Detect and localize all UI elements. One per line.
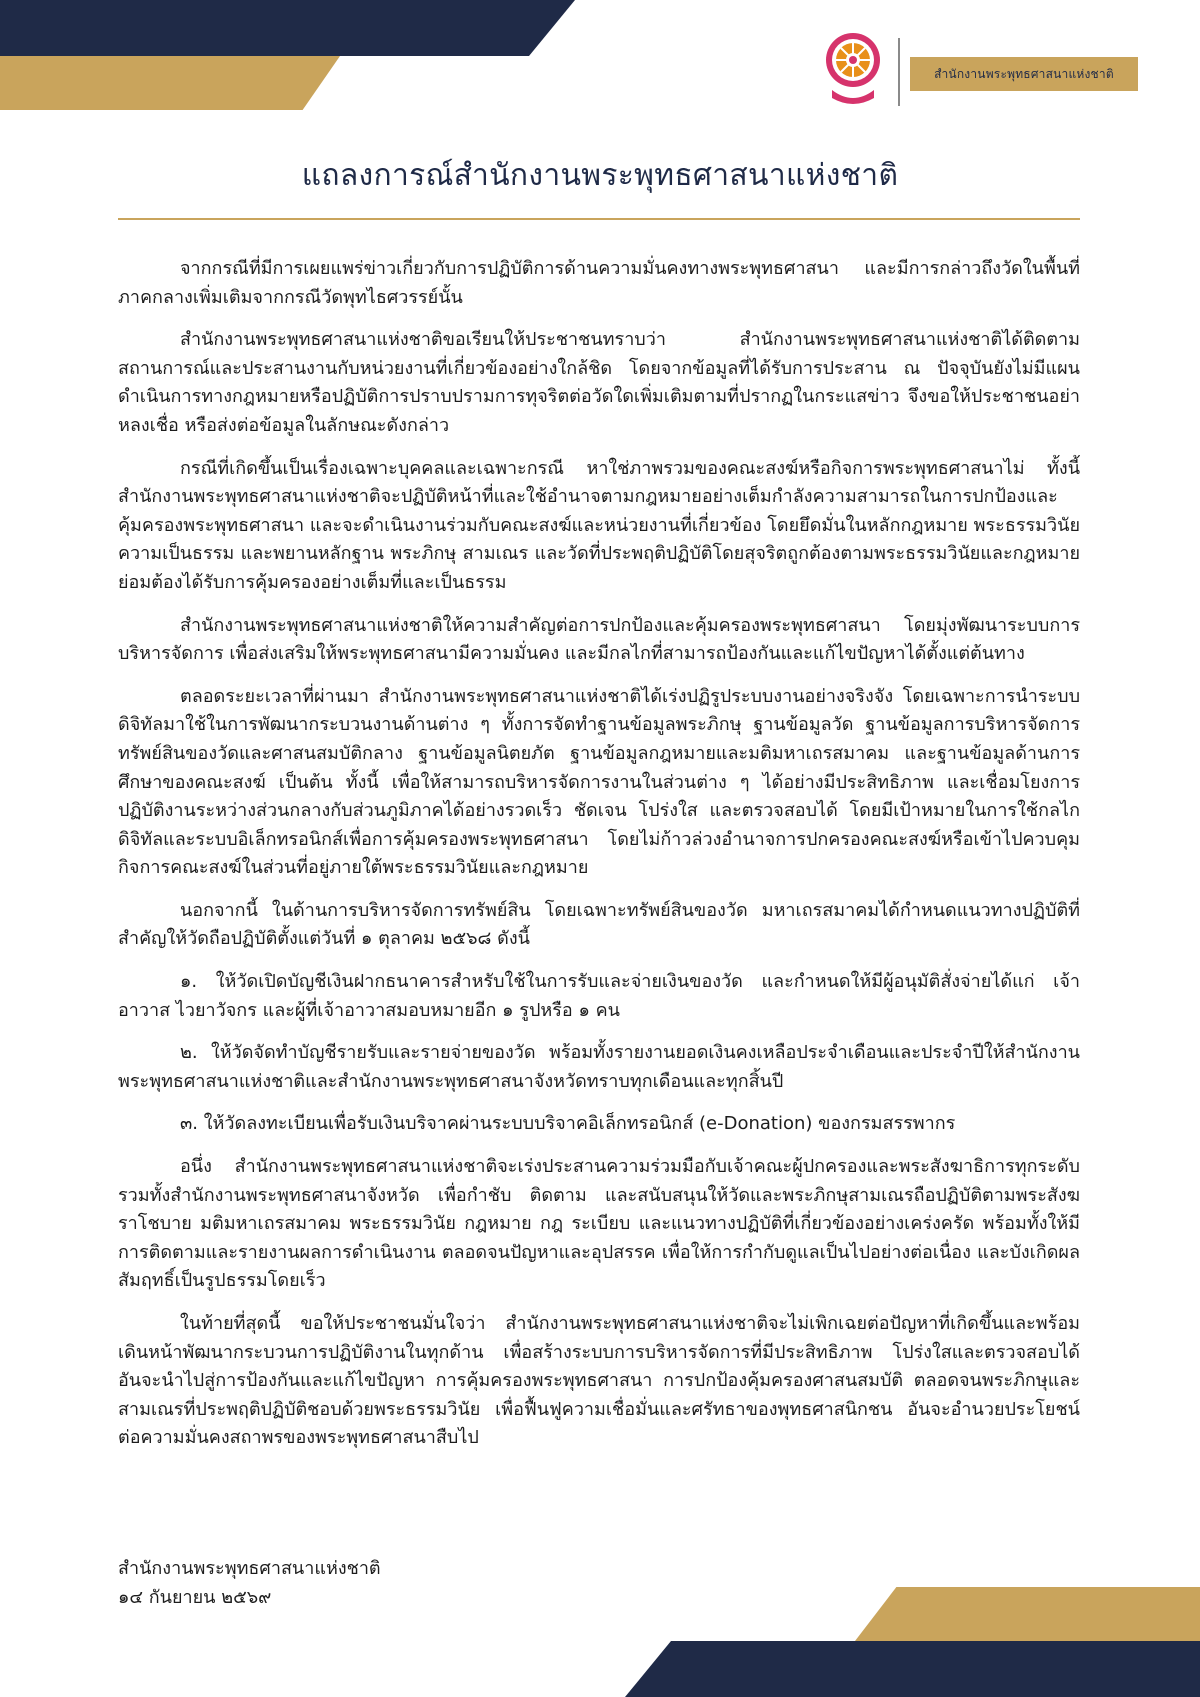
list-item: ๓. ให้วัดลงทะเบียนเพื่อรับเงินบริจาคผ่านระบบบริจาคอิเล็กทรอนิกส์ (e-Donation) ของกรมสรรพากร xyxy=(180,1113,956,1135)
signoff-block xyxy=(118,1554,381,1612)
paragraph: กรณีที่เกิดขึ้นเป็นเรื่องเฉพาะบุคคลและเฉพาะกรณี หาใช่ภาพรวมของคณะสงฆ์หรือกิจการพระพุทธศาสนาไม่ ทั้งนี้ สำนักงานพระพุทธศาสนาแห่งชาติจะปฏิบัติหน้าที่และใช้อำนาจตามกฎหมายอย่างเต็มกำลังความสามารถในการปกป้องและคุ้มครองพระพุทธศาสนา และจะดำเนินงานร่วมกับคณะสงฆ์และหน่วยงานที่เกี่ยวข้อง โดยยึดมั่นในหลักกฎหมาย พระธรรมวินัย ความเป็นธรรม และพยานหลักฐาน พระภิกษุ สามเณร และวัดที่ประพฤติปฏิบัติโดยสุจริตถูกต้องตามพระธรรมวินัยและกฎหมาย ย่อมต้องได้รับการคุ้มครองอย่างเต็มที่และเป็นธรรม xyxy=(118,457,1080,593)
paragraph: สำนักงานพระพุทธศาสนาแห่งชาติขอเรียนให้ประชาชนทราบว่า สำนักงานพระพุทธศาสนาแห่งชาติได้ติดตามสถานการณ์และประสานงานกับหน่วยงานที่เกี่ยวข้องอย่างใกล้ชิด โดยจากข้อมูลที่ได้รับการประสาน ณ ปัจจุบันยังไม่มีแผนดำเนินการทางกฎหมายหรือปฏิบัติการปราบปรามการทุจริตต่อวัดใดเพิ่มเติมตามที่ปรากฏในกระแสข่าว จึงขอให้ประชาชนอย่าหลงเชื่อ หรือส่งต่อข้อมูลในลักษณะดังกล่าว xyxy=(118,329,1080,436)
list-item: ๒. ให้วัดจัดทำบัญชีรายรับและรายจ่ายของวัด พร้อมทั้งรายงานยอดเงินคงเหลือประจำเดือนและประจำปีให้สำนักงานพระพุทธศาสนาแห่งชาติและสำนักงานพระพุทธศาสนาจังหวัดทราบทุกเดือนและทุกสิ้นปี xyxy=(118,1042,1080,1092)
office-seal-logo xyxy=(822,30,884,106)
paragraph: อนึ่ง สำนักงานพระพุทธศาสนาแห่งชาติจะเร่งประสานความร่วมมือกับเจ้าคณะผู้ปกครองและพระสังฆาธิการทุกระดับ รวมทั้งสำนักงานพระพุทธศาสนาจังหวัด เพื่อกำชับ ติดตาม และสนับสนุนให้วัดและพระภิกษุสามเณรถือปฏิบัติตามพระสังฆราโชบาย มติมหาเถรสมาคม พระธรรมวินัย กฎหมาย กฎ ระเบียบ และแนวทางปฏิบัติที่เกี่ยวข้องอย่างเคร่งครัด พร้อมทั้งให้มีการติดตามและรายงานผลการดำเนินงาน ตลอดจนปัญหาและอุปสรรค เพื่อให้การกำกับดูแลเป็นไปอย่างต่อเนื่อง และบังเกิดผลสัมฤทธิ์เป็นรูปธรรมโดยเร็ว xyxy=(118,1156,1080,1292)
paragraph: สำนักงานพระพุทธศาสนาแห่งชาติให้ความสำคัญต่อการปกป้องและคุ้มครองพระพุทธศาสนา โดยมุ่งพัฒนาระบบการบริหารจัดการ เพื่อส่งเสริมให้พระพุทธศาสนามีความมั่นคง และมีกลไกที่สามารถป้องกันและแก้ไขปัญหาได้ตั้งแต่ต้นทาง xyxy=(118,614,1080,665)
paragraph: ตลอดระยะเวลาที่ผ่านมา สำนักงานพระพุทธศาสนาแห่งชาติได้เร่งปฏิรูประบบงานอย่างจริงจัง โดยเฉพาะการนำระบบดิจิทัลมาใช้ในการพัฒนากระบวนงานด้านต่าง ๆ ทั้งการจัดทำฐานข้อมูลพระภิกษุ ฐานข้อมูลวัด ฐานข้อมูลการบริหารจัดการทรัพย์สินของวัดและศาสนสมบัติกลาง ฐานข้อมูลนิตยภัต ฐานข้อมูลกฎหมายและมติมหาเถรสมาคม และฐานข้อมูลด้านการศึกษาของคณะสงฆ์ เป็นต้น ทั้งนี้ เพื่อให้สามารถบริหารจัดการงานในส่วนต่าง ๆ ได้อย่างมีประสิทธิภาพ และเชื่อมโยงการปฏิบัติงานระหว่างส่วนกลางกับส่วนภูมิภาคได้อย่างรวดเร็ว ชัดเจน โปร่งใส และตรวจสอบได้ โดยมีเป้าหมายในการใช้กลไกดิจิทัลและระบบอิเล็กทรอนิกส์เพื่อการคุ้มครองพระพุทธศาสนา โดยไม่ก้าวล่วงอำนาจการปกครองคณะสงฆ์หรือเข้าไปควบคุมกิจการคณะสงฆ์ในส่วนที่อยู่ภายใต้พระธรรมวินัยและกฎหมาย xyxy=(118,685,1080,879)
top-left-navy-band xyxy=(0,0,575,56)
org-name-badge: สำนักงานพระพุทธศาสนาแห่งชาติ xyxy=(910,57,1138,91)
list-item: ๑. ให้วัดเปิดบัญชีเงินฝากธนาคารสำหรับใช้ในการรับและจ่ายเงินของวัด และกำหนดให้มีผู้อนุมัติสั่งจ่ายได้แก่ เจ้าอาวาส ไวยาวัจกร และผู้ที่เจ้าอาวาสมอบหมายอีก ๑ รูปหรือ ๑ คน xyxy=(118,971,1080,1021)
top-left-gold-band xyxy=(0,56,340,110)
paragraph: ในท้ายที่สุดนี้ ขอให้ประชาชนมั่นใจว่า สำนักงานพระพุทธศาสนาแห่งชาติจะไม่เพิกเฉยต่อปัญหาที่เกิดขึ้นและพร้อมเดินหน้าพัฒนากระบวนการปฏิบัติงานในทุกด้าน เพื่อสร้างระบบการบริหารจัดการที่มีประสิทธิภาพ โปร่งใสและตรวจสอบได้ อันจะนำไปสู่การป้องกันและแก้ไขปัญหา การคุ้มครองพระพุทธศาสนา การปกป้องคุ้มครองศาสนสมบัติ ตลอดจนพระภิกษุและสามเณรที่ประพฤติปฏิบัติชอบด้วยพระธรรมวินัย เพื่อฟื้นฟูความเชื่อมั่นและศรัทธาของพุทธศาสนิกชน อันจะอำนวยประโยชน์ต่อความมั่นคงสถาพรของพระพุทธศาสนาสืบไป xyxy=(118,1313,1080,1449)
statement-body xyxy=(118,255,1080,1467)
bottom-right-gold-band xyxy=(855,1587,1200,1641)
signoff-date: ๑๔ กันยายน ๒๕๖๙ xyxy=(118,1587,272,1608)
paragraph: จากกรณีที่มีการเผยแพร่ข่าวเกี่ยวกับการปฏิบัติการด้านความมั่นคงทางพระพุทธศาสนา และมีการกล่าวถึงวัดในพื้นที่ภาคกลางเพิ่มเติมจากกรณีวัดพุทไธศวรรย์นั้น xyxy=(118,258,1080,308)
header-divider xyxy=(898,38,900,106)
title-divider xyxy=(118,218,1080,220)
paragraph: นอกจากนี้ ในด้านการบริหารจัดการทรัพย์สิน โดยเฉพาะทรัพย์สินของวัด มหาเถรสมาคมได้กำหนดแนวทางปฏิบัติที่สำคัญให้วัดถือปฏิบัติตั้งแต่วันที่ ๑ ตุลาคม ๒๕๖๘ ดังนี้ xyxy=(118,899,1080,950)
bottom-right-navy-band xyxy=(625,1641,1200,1697)
signoff-org: สำนักงานพระพุทธศาสนาแห่งชาติ xyxy=(118,1558,381,1579)
page-title: แถลงการณ์สำนักงานพระพุทธศาสนาแห่งชาติ xyxy=(301,158,899,193)
